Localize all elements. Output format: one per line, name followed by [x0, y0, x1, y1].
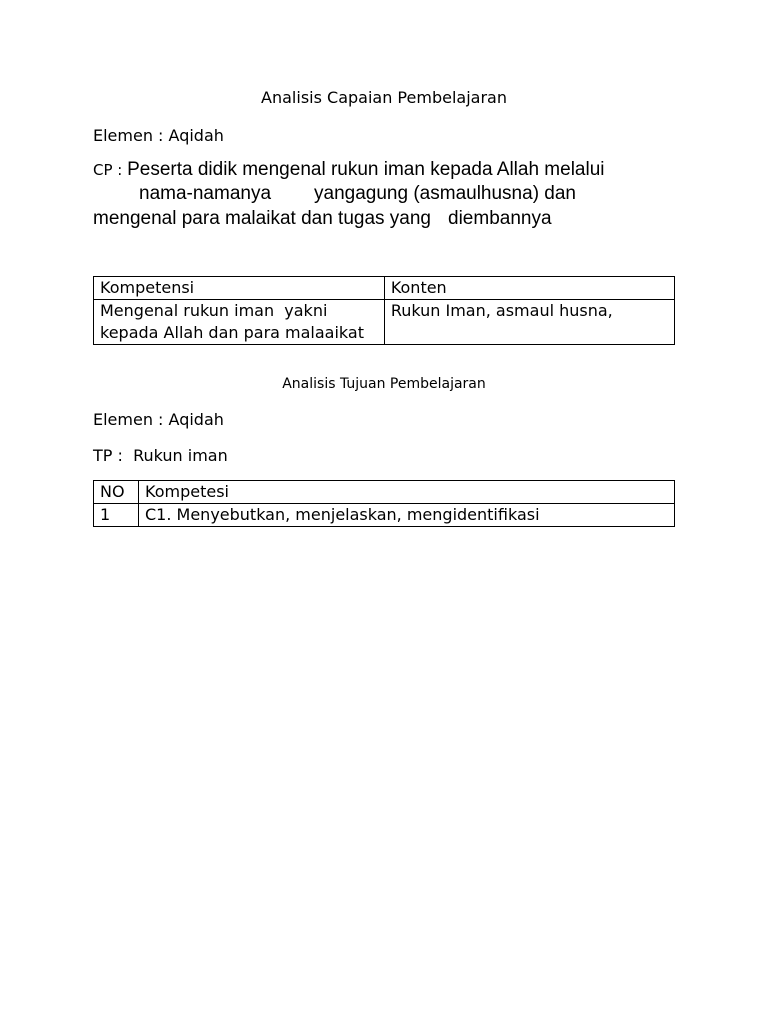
- table-header-row: [94, 277, 675, 300]
- cp-text-line-3a: mengenal para malaikat dan tugas yang: [93, 208, 432, 229]
- cell-kompetensi-line-2: kepada Allah dan para malaaikat: [100, 323, 364, 342]
- cell-kompetensi-line-1: Mengenal rukun iman yakni: [100, 301, 328, 320]
- cp-line-1: [93, 159, 605, 181]
- cell-kompetesi: C1. Menyebutkan, menjelaskan, mengidentifikasi: [139, 504, 675, 527]
- table-row: [94, 504, 675, 527]
- cp-text-line-2a: nama-namanya: [139, 183, 272, 204]
- header-no: NO: [94, 481, 139, 504]
- table-row: [94, 300, 675, 345]
- tp-analysis-title: Analisis Tujuan Pembelajaran: [282, 376, 486, 392]
- cell-no: 1: [94, 504, 139, 527]
- table-header-row: [94, 481, 675, 504]
- elemen-tp-label: Elemen : Aqidah: [93, 410, 224, 429]
- cp-text-line-1: Peserta didik mengenal rukun iman kepada Allah melalui: [127, 159, 605, 180]
- cp-line-3: [93, 208, 552, 230]
- cell-kompetensi: [94, 300, 385, 345]
- tp-label: TP : Rukun iman: [93, 446, 228, 465]
- elemen-cp-label: Elemen : Aqidah: [93, 126, 224, 145]
- header-kompetesi: Kompetesi: [139, 481, 675, 504]
- cp-table: [93, 276, 675, 345]
- cp-text-line-3b: diembannya: [448, 208, 552, 229]
- cp-prefix: CP :: [93, 161, 128, 179]
- cell-konten: Rukun Iman, asmaul husna,: [384, 300, 674, 345]
- tp-table: [93, 480, 675, 527]
- header-kompetensi: Kompetensi: [94, 277, 385, 300]
- cp-analysis-title: Analisis Capaian Pembelajaran: [261, 88, 507, 107]
- cp-text-line-2b: yangagung (asmaulhusna) dan: [314, 183, 576, 204]
- header-konten: Konten: [384, 277, 674, 300]
- cp-line-2: [139, 183, 576, 205]
